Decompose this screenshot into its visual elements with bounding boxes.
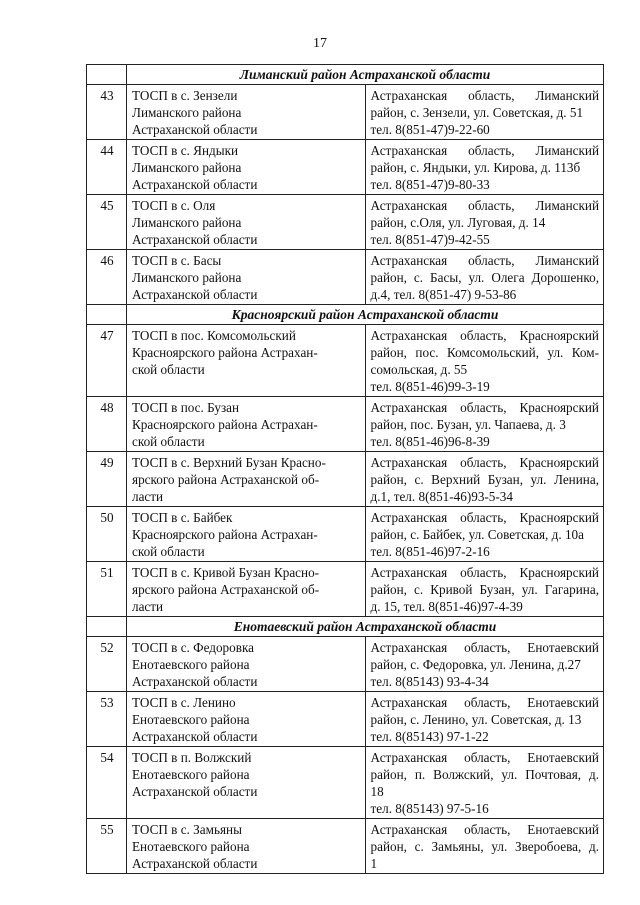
row-number: 47: [87, 325, 127, 397]
row-number: 55: [87, 819, 127, 874]
section-header-spacer: [87, 305, 127, 325]
address-line: Астраханская область, Красноярский: [370, 400, 599, 415]
address-line: тел. 8(851-47)9-42-55: [370, 232, 490, 247]
branch-name-cell: [127, 195, 366, 250]
branch-name-line: ТОСП в с. Замьяны: [132, 822, 242, 837]
branch-name-line: ТОСП в с. Басы: [132, 253, 222, 268]
row-number: 52: [87, 637, 127, 692]
address-line: район, с. Замьяны, ул. Зверобоева, д.: [370, 839, 599, 854]
address-line: д. 15, тел. 8(851-46)97-4-39: [370, 599, 523, 614]
section-header-row: [87, 305, 604, 325]
address-line: Астраханская область, Красноярский: [370, 565, 599, 580]
branch-name-cell: [127, 637, 366, 692]
branch-name-line: ТОСП в с. Оля: [132, 198, 216, 213]
table-row: [87, 637, 604, 692]
branch-name-line: Астраханской области: [132, 287, 258, 302]
address-cell: [365, 452, 604, 507]
branch-name-line: ТОСП в с. Байбек: [132, 510, 233, 525]
branch-name-line: Астраханской области: [132, 232, 258, 247]
branch-name-line: Енотаевского района: [132, 839, 250, 854]
section-title: Енотаевский район Астраханской области: [127, 617, 604, 637]
address-line: тел. 8(851-47)9-80-33: [370, 177, 490, 192]
table-row: [87, 507, 604, 562]
branch-name-line: ТОСП в с. Кривой Бузан Красно-: [132, 565, 320, 580]
address-line: Астраханская область, Лиманский: [370, 88, 599, 103]
section-title: Красноярский район Астраханской области: [127, 305, 604, 325]
branch-name-line: Красноярского района Астрахан-: [132, 345, 318, 360]
row-number: 43: [87, 85, 127, 140]
address-line: район, с. Верхний Бузан, ул. Ленина,: [370, 472, 599, 487]
address-line: Астраханская область, Енотаевский: [370, 640, 599, 655]
address-cell: [365, 819, 604, 874]
row-number: 49: [87, 452, 127, 507]
address-line: д.4, тел. 8(851-47) 9-53-86: [370, 287, 517, 302]
branch-name-line: ТОСП в с. Ленино: [132, 695, 236, 710]
branch-name-line: Красноярского района Астрахан-: [132, 417, 318, 432]
section-header-row: [87, 617, 604, 637]
branch-name-line: Астраханской области: [132, 122, 258, 137]
address-cell: [365, 250, 604, 305]
address-line: район, п. Волжский, ул. Почтовая, д.: [370, 767, 599, 782]
address-line: район, с. Зензели, ул. Советская, д. 51: [370, 105, 584, 120]
address-line: район, с.Оля, ул. Луговая, д. 14: [370, 215, 546, 230]
branch-name-line: ласти: [132, 599, 164, 614]
branch-name-line: Енотаевского района: [132, 712, 250, 727]
address-line: 18: [370, 784, 384, 799]
branch-name-line: Лиманского района: [132, 215, 242, 230]
address-cell: [365, 507, 604, 562]
address-line: район, с. Кривой Бузан, ул. Гагарина,: [370, 582, 599, 597]
address-cell: [365, 562, 604, 617]
branch-name-cell: [127, 452, 366, 507]
table-row: [87, 452, 604, 507]
address-line: тел. 8(851-46)99-3-19: [370, 379, 490, 394]
row-number: 51: [87, 562, 127, 617]
row-number: 53: [87, 692, 127, 747]
branch-name-line: ТОСП в с. Федоровка: [132, 640, 255, 655]
address-line: район, с. Яндыки, ул. Кирова, д. 113б: [370, 160, 581, 175]
table-row: [87, 819, 604, 874]
row-number: 54: [87, 747, 127, 819]
table-row: [87, 85, 604, 140]
table-row: [87, 562, 604, 617]
branch-name-line: Астраханской области: [132, 177, 258, 192]
branch-name-line: ТОСП в пос. Бузан: [132, 400, 240, 415]
branch-name-line: Астраханской области: [132, 856, 258, 871]
branch-name-line: ТОСП в с. Зензели: [132, 88, 238, 103]
branch-name-cell: [127, 140, 366, 195]
table-row: [87, 250, 604, 305]
row-number: 45: [87, 195, 127, 250]
section-header-row: [87, 65, 604, 85]
branch-name-line: ской области: [132, 544, 205, 559]
branch-name-line: ТОСП в с. Верхний Бузан Красно-: [132, 455, 326, 470]
branch-name-line: Енотаевского района: [132, 657, 250, 672]
address-line: район, с. Федоровка, ул. Ленина, д.27: [370, 657, 581, 672]
branch-name-cell: [127, 397, 366, 452]
address-cell: [365, 195, 604, 250]
branch-name-line: Астраханской области: [132, 674, 258, 689]
address-line: тел. 8(851-46)97-2-16: [370, 544, 490, 559]
table-row: [87, 195, 604, 250]
branch-name-line: ТОСП в с. Яндыки: [132, 143, 239, 158]
table-row: [87, 747, 604, 819]
branch-registry-table: [86, 64, 604, 874]
address-cell: [365, 397, 604, 452]
branch-name-cell: [127, 692, 366, 747]
branch-name-cell: [127, 325, 366, 397]
address-line: Астраханская область, Лиманский: [370, 143, 599, 158]
address-line: район, пос. Комсомольский, ул. Ком-: [370, 345, 599, 360]
branch-name-cell: [127, 819, 366, 874]
address-cell: [365, 325, 604, 397]
branch-name-cell: [127, 85, 366, 140]
table-row: [87, 397, 604, 452]
address-line: Астраханская область, Красноярский: [370, 510, 599, 525]
address-line: тел. 8(85143) 93-4-34: [370, 674, 489, 689]
table-body: [87, 65, 604, 874]
address-line: Астраханская область, Енотаевский: [370, 695, 599, 710]
row-number: 50: [87, 507, 127, 562]
address-line: д.1, тел. 8(851-46)93-5-34: [370, 489, 513, 504]
branch-name-line: ярского района Астраханской об-: [132, 582, 320, 597]
address-cell: [365, 637, 604, 692]
address-line: 1: [370, 856, 378, 871]
table-row: [87, 692, 604, 747]
branch-name-line: ской области: [132, 434, 205, 449]
address-line: тел. 8(85143) 97-1-22: [370, 729, 489, 744]
address-line: Астраханская область, Лиманский: [370, 253, 599, 268]
section-header-spacer: [87, 65, 127, 85]
address-line: тел. 8(851-47)9-22-60: [370, 122, 490, 137]
branch-name-line: ласти: [132, 489, 164, 504]
row-number: 44: [87, 140, 127, 195]
address-line: район, с. Байбек, ул. Советская, д. 10а: [370, 527, 584, 542]
branch-name-line: ТОСП в пос. Комсомольский: [132, 328, 296, 343]
branch-name-line: Лиманского района: [132, 105, 242, 120]
address-cell: [365, 692, 604, 747]
branch-name-cell: [127, 747, 366, 819]
branch-name-cell: [127, 507, 366, 562]
branch-name-line: Лиманского района: [132, 160, 242, 175]
section-header-spacer: [87, 617, 127, 637]
address-cell: [365, 747, 604, 819]
table-row: [87, 140, 604, 195]
page-number: 17: [313, 36, 327, 51]
address-line: Астраханская область, Красноярский: [370, 455, 599, 470]
address-cell: [365, 85, 604, 140]
address-line: район, с. Басы, ул. Олега Дорошенко,: [370, 270, 599, 285]
row-number: 46: [87, 250, 127, 305]
address-line: Астраханская область, Лиманский: [370, 198, 599, 213]
branch-name-line: Астраханской области: [132, 784, 258, 799]
table-row: [87, 325, 604, 397]
branch-name-line: ТОСП в п. Волжский: [132, 750, 252, 765]
address-cell: [365, 140, 604, 195]
address-line: район, пос. Бузан, ул. Чапаева, д. 3: [370, 417, 566, 432]
address-line: тел. 8(851-46)96-8-39: [370, 434, 490, 449]
address-line: сомольская, д. 55: [370, 362, 468, 377]
branch-name-line: ской области: [132, 362, 205, 377]
branch-name-line: Енотаевского района: [132, 767, 250, 782]
branch-name-cell: [127, 562, 366, 617]
address-line: Астраханская область, Енотаевский: [370, 750, 599, 765]
branch-name-cell: [127, 250, 366, 305]
branch-name-line: ярского района Астраханской об-: [132, 472, 320, 487]
address-line: район, с. Ленино, ул. Советская, д. 13: [370, 712, 582, 727]
branch-name-line: Астраханской области: [132, 729, 258, 744]
branch-name-line: Лиманского района: [132, 270, 242, 285]
address-line: тел. 8(85143) 97-5-16: [370, 801, 489, 816]
address-line: Астраханская область, Красноярский: [370, 328, 599, 343]
address-line: Астраханская область, Енотаевский: [370, 822, 599, 837]
row-number: 48: [87, 397, 127, 452]
branch-name-line: Красноярского района Астрахан-: [132, 527, 318, 542]
section-title: Лиманский район Астраханской области: [127, 65, 604, 85]
